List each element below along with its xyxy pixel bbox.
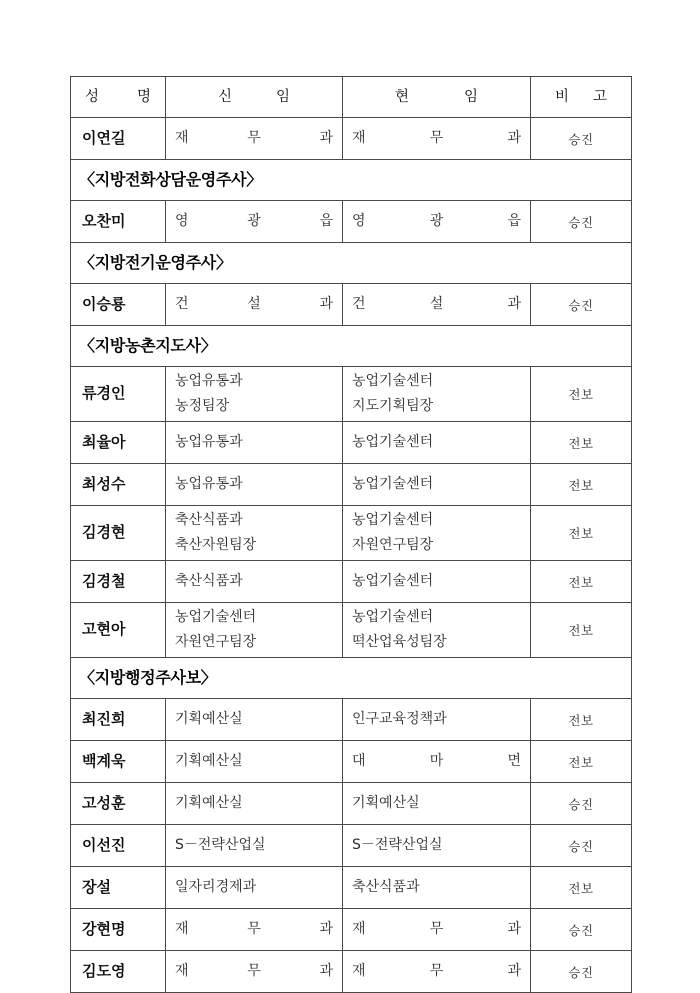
cell-new-post-text (166, 784, 342, 823)
cell-current-post-text (343, 784, 530, 823)
note-label: 전보 (568, 477, 594, 493)
cell-current-post-text (343, 826, 530, 865)
cell-current-post (343, 951, 531, 993)
table-header-row (71, 77, 632, 118)
new-post-line: S－전략산업실 (175, 837, 266, 853)
new-post-line: 농업유통과 (175, 373, 243, 389)
cell-current-post (343, 464, 531, 506)
personnel-roster-table (70, 76, 632, 993)
cell-current-post-text (343, 700, 530, 739)
cell-new-post (166, 561, 343, 603)
cell-name (71, 506, 166, 561)
cell-name (71, 951, 166, 993)
employee-name: 김경철 (82, 571, 126, 590)
cell-name (71, 201, 166, 243)
column-header-label: 성 명 (85, 89, 151, 105)
cell-name (71, 422, 166, 464)
table-row (71, 951, 632, 993)
table-body (71, 77, 632, 993)
new-post-line: 축산식품과 (175, 512, 243, 528)
current-post-line: 농업기술센터 (352, 373, 434, 389)
cell-current-post-text (343, 119, 530, 158)
employee-name: 이선진 (82, 835, 126, 854)
cell-name (71, 741, 166, 783)
cell-current-post-text (343, 868, 530, 907)
cell-current-post-text (343, 369, 530, 419)
employee-name: 류경인 (82, 384, 126, 403)
cell-current-post-text (343, 952, 530, 991)
cell-new-post-text (166, 423, 342, 462)
cell-new-post-text (166, 285, 342, 324)
cell-new-post (166, 825, 343, 867)
cell-new-post (166, 783, 343, 825)
cell-current-post-text (343, 742, 530, 781)
table-row (71, 741, 632, 783)
cell-current-post (343, 867, 531, 909)
current-post-line: 축산식품과 (352, 879, 420, 895)
new-post-line: 건 설 과 (175, 296, 333, 312)
cell-new-post-text (166, 119, 342, 158)
note-label: 승진 (568, 297, 594, 313)
section-title: 〈지방전기운영주사〉 (79, 253, 232, 272)
column-header-current_post (343, 77, 531, 118)
cell-name (71, 783, 166, 825)
cell-note (531, 367, 632, 422)
new-post-line: 농정팀장 (175, 398, 230, 414)
cell-new-post-text (166, 826, 342, 865)
cell-current-post (343, 783, 531, 825)
new-post-line: 재 무 과 (175, 921, 333, 937)
current-post-line: 재 무 과 (352, 921, 521, 937)
cell-new-post (166, 118, 343, 160)
cell-note (531, 783, 632, 825)
cell-current-post (343, 506, 531, 561)
cell-current-post-text (343, 605, 530, 655)
new-post-line: 재 무 과 (175, 963, 333, 979)
cell-new-post (166, 284, 343, 326)
section-header-row (71, 326, 632, 367)
cell-new-post-text (166, 868, 342, 907)
new-post-line: 일자리경제과 (175, 879, 257, 895)
employee-name: 김도영 (82, 961, 126, 980)
note-label: 전보 (568, 712, 594, 728)
cell-current-post-text (343, 285, 530, 324)
current-post-line: 자원연구팀장 (352, 537, 434, 553)
section-header-row (71, 243, 632, 284)
table-row (71, 201, 632, 243)
column-header-note (531, 77, 632, 118)
cell-note (531, 867, 632, 909)
note-label: 전보 (568, 526, 594, 541)
note-label: 전보 (568, 880, 594, 896)
cell-new-post (166, 867, 343, 909)
cell-current-post-text (343, 202, 530, 241)
cell-name (71, 867, 166, 909)
new-post-line: 농업기술센터 (175, 609, 257, 625)
cell-current-post (343, 909, 531, 951)
cell-note (531, 506, 632, 561)
employee-name: 고현아 (82, 620, 126, 639)
cell-new-post-text (166, 605, 342, 655)
cell-current-post (343, 825, 531, 867)
cell-current-post-text (343, 562, 530, 601)
cell-new-post-text (166, 562, 342, 601)
cell-current-post (343, 284, 531, 326)
cell-current-post-text (343, 423, 530, 462)
cell-name (71, 909, 166, 951)
note-label: 승진 (568, 838, 594, 854)
employee-name: 김경현 (82, 523, 126, 542)
table-row (71, 909, 632, 951)
current-post-line: 농업기술센터 (352, 609, 434, 625)
cell-current-post (343, 367, 531, 422)
note-label: 전보 (568, 574, 594, 590)
cell-new-post-text (166, 202, 342, 241)
new-post-line: 기획예산실 (175, 711, 243, 727)
cell-note (531, 699, 632, 741)
table-row (71, 867, 632, 909)
cell-current-post-text (343, 508, 530, 558)
cell-name (71, 699, 166, 741)
employee-name: 최성수 (82, 474, 126, 493)
new-post-line: 자원연구팀장 (175, 634, 257, 650)
note-label: 전보 (568, 623, 594, 638)
cell-new-post-text (166, 700, 342, 739)
cell-note (531, 284, 632, 326)
column-header-label: 현 임 (395, 89, 478, 105)
cell-note (531, 741, 632, 783)
cell-current-post (343, 201, 531, 243)
cell-note (531, 422, 632, 464)
personnel-table-container (70, 76, 631, 993)
note-label: 전보 (568, 754, 594, 770)
cell-new-post (166, 951, 343, 993)
cell-note (531, 118, 632, 160)
section-title: 〈지방농촌지도사〉 (79, 336, 217, 355)
new-post-line: 농업유통과 (175, 476, 243, 492)
section-header-cell (71, 326, 632, 367)
table-row (71, 825, 632, 867)
section-title: 〈지방전화상담운영주사〉 (79, 170, 262, 189)
current-post-line: 기획예산실 (352, 795, 420, 811)
employee-name: 강현명 (82, 919, 126, 938)
cell-new-post (166, 741, 343, 783)
new-post-line: 재 무 과 (175, 130, 333, 146)
cell-new-post (166, 603, 343, 658)
cell-new-post (166, 464, 343, 506)
table-row (71, 783, 632, 825)
employee-name: 고성훈 (82, 793, 126, 812)
current-post-line: 대 마 면 (352, 753, 521, 769)
cell-current-post (343, 699, 531, 741)
cell-current-post (343, 603, 531, 658)
current-post-line: 떡산업육성팀장 (352, 634, 447, 650)
current-post-line: 인구교육정책과 (352, 711, 447, 727)
cell-current-post-text (343, 465, 530, 504)
cell-name (71, 603, 166, 658)
table-row (71, 699, 632, 741)
note-label: 전보 (568, 435, 594, 451)
cell-new-post-text (166, 910, 342, 949)
employee-name: 최율아 (82, 432, 126, 451)
table-row (71, 464, 632, 506)
current-post-line: 농업기술센터 (352, 512, 434, 528)
cell-name (71, 825, 166, 867)
new-post-line: 축산식품과 (175, 573, 243, 589)
note-label: 승진 (568, 214, 594, 230)
cell-new-post-text (166, 508, 342, 558)
note-label: 승진 (568, 964, 594, 980)
cell-new-post-text (166, 369, 342, 419)
section-header-cell (71, 160, 632, 201)
cell-note (531, 825, 632, 867)
cell-name (71, 464, 166, 506)
current-post-line: 재 무 과 (352, 130, 521, 146)
table-row (71, 603, 632, 658)
note-label: 승진 (568, 131, 594, 147)
current-post-line: 농업기술센터 (352, 434, 434, 450)
cell-name (71, 284, 166, 326)
cell-current-post (343, 741, 531, 783)
cell-current-post (343, 561, 531, 603)
cell-new-post-text (166, 742, 342, 781)
section-header-cell (71, 658, 632, 699)
cell-note (531, 603, 632, 658)
cell-new-post (166, 699, 343, 741)
cell-note (531, 201, 632, 243)
current-post-line: 건 설 과 (352, 296, 521, 312)
cell-note (531, 909, 632, 951)
current-post-line: S－전략산업실 (352, 837, 443, 853)
table-row (71, 284, 632, 326)
cell-current-post (343, 118, 531, 160)
cell-note (531, 464, 632, 506)
section-header-row (71, 658, 632, 699)
column-header-label: 비 고 (555, 89, 607, 105)
section-title: 〈지방행정주사보〉 (79, 668, 217, 687)
column-header-new_post (166, 77, 343, 118)
new-post-line: 축산자원팀장 (175, 537, 257, 553)
section-header-row (71, 160, 632, 201)
new-post-line: 기획예산실 (175, 795, 243, 811)
cell-new-post-text (166, 952, 342, 991)
cell-new-post (166, 909, 343, 951)
table-row (71, 422, 632, 464)
cell-new-post (166, 367, 343, 422)
employee-name: 최진희 (82, 709, 126, 728)
table-row (71, 506, 632, 561)
employee-name: 이승룡 (82, 294, 126, 313)
employee-name: 백계욱 (82, 751, 126, 770)
table-row (71, 561, 632, 603)
cell-name (71, 367, 166, 422)
new-post-line: 기획예산실 (175, 753, 243, 769)
current-post-line: 농업기술센터 (352, 573, 434, 589)
cell-current-post (343, 422, 531, 464)
current-post-line: 영 광 읍 (352, 213, 521, 229)
note-label: 승진 (568, 796, 594, 812)
employee-name: 장설 (82, 877, 111, 896)
cell-new-post (166, 506, 343, 561)
employee-name: 오찬미 (82, 211, 126, 230)
cell-current-post-text (343, 910, 530, 949)
note-label: 전보 (568, 387, 594, 402)
note-label: 승진 (568, 922, 594, 938)
cell-note (531, 561, 632, 603)
cell-name (71, 118, 166, 160)
new-post-line: 농업유통과 (175, 434, 243, 450)
column-header-label: 신 임 (218, 89, 290, 105)
cell-new-post-text (166, 465, 342, 504)
cell-note (531, 951, 632, 993)
new-post-line: 영 광 읍 (175, 213, 333, 229)
current-post-line: 지도기획팀장 (352, 398, 434, 414)
section-header-cell (71, 243, 632, 284)
column-header-name (71, 77, 166, 118)
cell-new-post (166, 422, 343, 464)
employee-name: 이연길 (82, 128, 126, 147)
table-row (71, 367, 632, 422)
cell-name (71, 561, 166, 603)
current-post-line: 농업기술센터 (352, 476, 434, 492)
current-post-line: 재 무 과 (352, 963, 521, 979)
table-row (71, 118, 632, 160)
cell-new-post (166, 201, 343, 243)
